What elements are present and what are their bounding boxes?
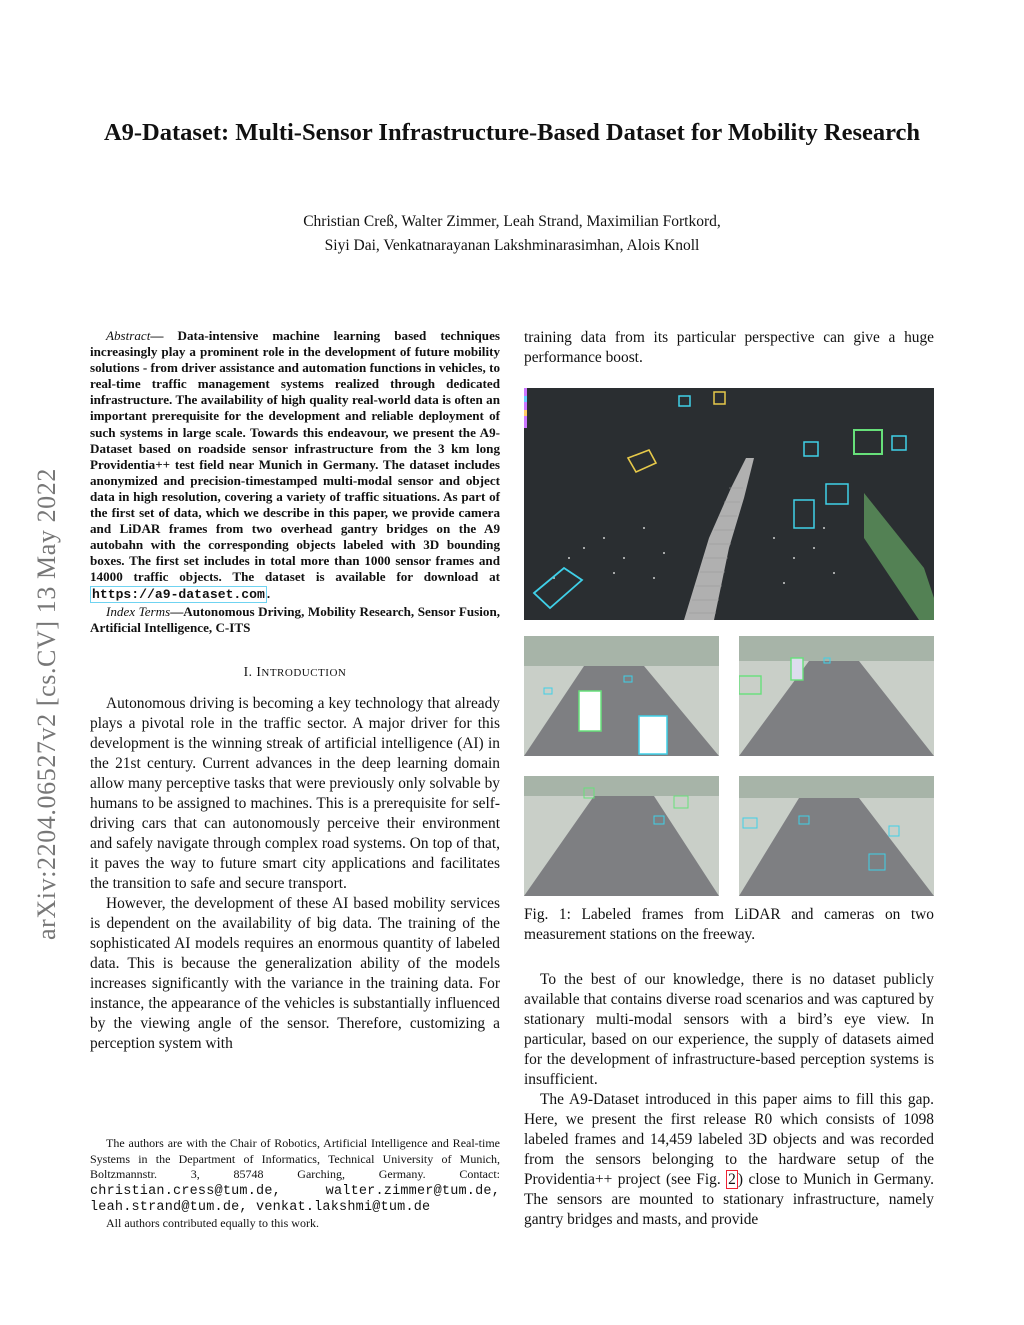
camera-frame-1 xyxy=(524,636,719,756)
intro-paragraph-2: However, the development of these AI based mobility services is dependent on the availability of big data. The training of the sophisticated AI models requires an enormous quantity of labeled data. This is because the generalization ability of the models increases significantly with the variance in the training data. For instance, the appearance of the vehicles is substantially influenced by the viewing angle of the sensor. Therefore, customizing a perception system with xyxy=(90,894,500,1052)
figure-2-reference-link[interactable]: 2 xyxy=(728,1171,736,1188)
author-footnote xyxy=(90,1136,500,1231)
camera-frame-4 xyxy=(739,776,934,896)
dataset-url-link[interactable]: https://a9-dataset.com xyxy=(92,586,265,602)
right-paragraph-1: To the best of our knowledge, there is no dataset publicly available that contains diverse road scenarios and was captured by stationary multi-modal sensors with a bird’s eye view. In particular, based on our experience, the supply of datasets aimed for the development of infrastructure-based perception systems is insufficient. xyxy=(524,971,934,1088)
index-terms-label: Index Terms xyxy=(106,603,171,619)
author-list xyxy=(100,210,924,258)
index-terms xyxy=(90,604,500,636)
right-paragraph-2 xyxy=(524,1090,934,1230)
abstract-dash: — xyxy=(150,328,164,343)
arxiv-stamp-text: arXiv:2204.06527v2 [cs.CV] 13 May 2022 xyxy=(32,468,61,940)
index-terms-dash: — xyxy=(170,603,184,619)
intro-paragraph-1: Autonomous driving is becoming a key technology that already plays a pivotal role in the traffic sector. A major driver for this development is the winning streak of artificial intelligence (AI) in the 21st century. Current advances in the deep learning domain allow many perceptive tasks that were previously only solvable by humans to be assigned to machines. This is a prerequisite for self-driving cars that can autonomously perceive their environment and safely navigate through complex road systems. On top of that, it paves the way to future smart city applications and facilitates the transition to safe and secure transport. xyxy=(90,694,500,892)
footnote-contribution: All authors contributed equally to this work. xyxy=(106,1215,319,1230)
section-heading-introduction xyxy=(90,664,500,680)
right-column-top xyxy=(524,328,934,368)
camera-frames-grid xyxy=(524,636,934,896)
section-first-letter: I xyxy=(256,663,262,679)
abstract-text: Data-intensive machine learning based techniques increasingly play a prominent role in the development of future mobility solutions - from driver assistance and automation functions in vehicles, to real-time traffic management systems realized through dedicated infrastructure. The availability of high quality real-world data is often an important prerequisite for the development and reliable deployment of such systems in large scale. Towards this endeavour, we present the A9-Dataset based on roadside sensor infrastructure from the 3 km long Providentia++ test field near Munich in Germany. The dataset includes anonymized and precision-timestamped multi-modal sensor and object data in high resolution, covering a variety of traffic situations. As part of the first set of data, which we describe in this paper, we provide camera and LiDAR frames from two overhead gantry bridges on the A9 autobahn with the corresponding objects labeled with 3D bounding boxes. The first set includes in total more than 1000 sensor frames and 14000 traffic objects. The dataset is available for download at xyxy=(90,328,500,585)
footnote-affiliation xyxy=(90,1136,500,1216)
figure-1 xyxy=(524,388,934,896)
right-column-body xyxy=(524,970,934,1230)
paper-title: A9-Dataset: Multi-Sensor Infrastructure-Based Dataset for Mobility Research xyxy=(103,119,921,146)
footnote-emails: christian.cress@tum.de, walter.zimmer@tum.de, leah.strand@tum.de, venkat.lakshmi@tum.de xyxy=(90,1183,500,1215)
authors-line-2: Siyi Dai, Venkatnarayanan Lakshminarasimhan, Alois Knoll xyxy=(324,237,700,254)
figure-1-caption: Fig. 1: Labeled frames from LiDAR and cameras on two measurement stations on the freeway. xyxy=(524,906,934,943)
right-paragraph-2-b: ) close to Munich in Germany. The sensors are mounted to stationary infrastructure, namely gantry bridges and masts, and provide xyxy=(524,1171,935,1228)
abstract-label: Abstract xyxy=(106,328,151,343)
camera-frame-3 xyxy=(524,776,719,896)
authors-line-1: Christian Creß, Walter Zimmer, Leah Strand, Maximilian Fortkord, xyxy=(303,213,721,230)
abstract-end: . xyxy=(266,585,271,601)
camera-frame-2 xyxy=(739,636,934,756)
right-column-continuation: training data from its particular perspective can give a huge performance boost. xyxy=(524,329,934,366)
abstract xyxy=(90,328,500,603)
footnote-affiliation-text: The authors are with the Chair of Robotics, Artificial Intelligence and Real-time Systems in the Department of Informatics, Technical University of Munich, Boltzmannstr. 3, 85748 Garching, Germany. Contact: xyxy=(90,1136,500,1181)
arxiv-identifier-stamp xyxy=(24,340,74,940)
section-rest: NTRODUCTION xyxy=(261,666,347,679)
left-column xyxy=(90,328,500,1054)
lidar-point-cloud-image xyxy=(524,388,934,620)
right-paragraph-2-a: The A9-Dataset introduced in this paper aims to fill this gap. Here, we present the first release R0 which consists of 1098 labeled frames and 14,459 labeled 3D objects and was recorded from the sensors belonging to the hardware setup of the Providentia++ project (see Fig. xyxy=(524,1091,934,1188)
index-terms-text: Autonomous Driving, Mobility Research, Sensor Fusion, Artificial Intelligence, C-ITS xyxy=(90,603,500,635)
section-numeral: I. xyxy=(243,663,257,679)
